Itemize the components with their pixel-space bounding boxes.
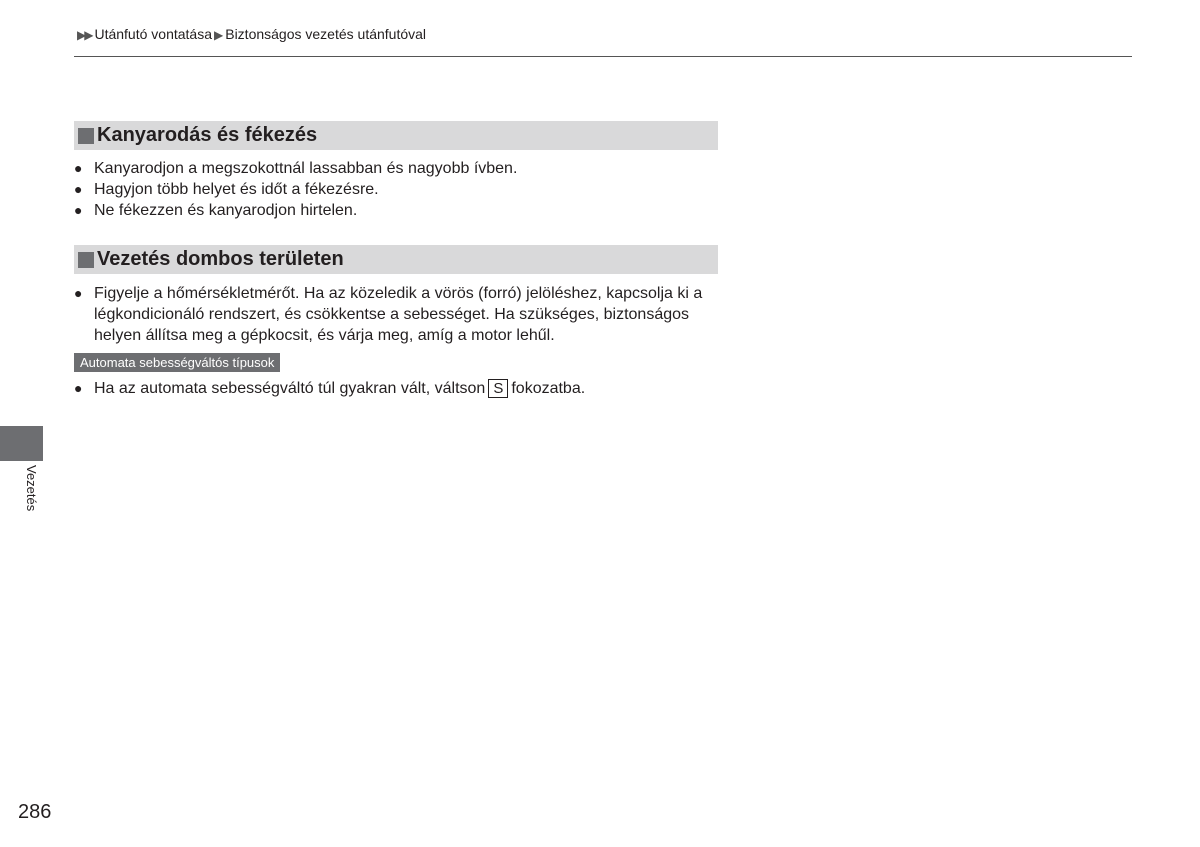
section-heading-turning-braking [74, 121, 718, 150]
bullet-icon: ● [74, 202, 83, 218]
list-item-text: Ha az automata sebességváltó túl gyakran vált, váltson [94, 380, 486, 397]
breadcrumb-item-2[interactable]: Biztonságos vezetés utánfutóval [225, 26, 427, 42]
list-item-text: Hagyjon több helyet és időt a fékezésre. [94, 181, 379, 198]
section-heading-hilly-terrain [74, 245, 718, 274]
square-marker-icon [78, 128, 94, 144]
breadcrumb [77, 26, 426, 42]
arrow-icon: ▶ [214, 28, 224, 42]
bullet-icon: ● [74, 380, 83, 396]
list-item [74, 158, 714, 179]
square-marker-icon [78, 252, 94, 268]
bullet-list-hilly-terrain [74, 283, 714, 346]
list-item-text-end: fokozatba. [511, 380, 586, 397]
chapter-side-tab[interactable] [0, 426, 43, 461]
list-item-text: Kanyarodjon a megszokottnál lassabban és nagyobb ívben. [94, 160, 518, 177]
breadcrumb-item-1[interactable]: Utánfutó vontatása [94, 26, 212, 42]
double-arrow-icon: ▶▶ [77, 28, 92, 42]
chapter-side-label: Vezetés [24, 465, 39, 512]
automatic-models-tag: Automata sebességváltós típusok [74, 353, 280, 372]
bullet-icon: ● [74, 181, 83, 197]
section-title: Vezetés dombos területen [97, 248, 344, 270]
list-item [74, 378, 714, 399]
page-number: 286 [18, 801, 52, 823]
bullet-icon: ● [74, 285, 83, 301]
list-item-text: Ne fékezzen és kanyarodjon hirtelen. [94, 202, 358, 219]
gear-s-key-icon: S [488, 379, 508, 398]
section-title: Kanyarodás és fékezés [97, 124, 318, 146]
bullet-list-automatic [74, 378, 714, 399]
list-item [74, 283, 714, 346]
list-item-text: Figyelje a hőmérsékletmérőt. Ha az közeledik a vörös (forró) jelöléshez, kapcsolja ki a légkondicionáló rendszert, és csökkentse a sebességet. Ha szükséges, biztonságos helyen állítsa meg a gépkocsit, és várja meg, amíg a motor lehűl. [94, 285, 703, 344]
bullet-icon: ● [74, 160, 83, 176]
list-item [74, 200, 714, 221]
header-divider [74, 56, 1132, 57]
list-item [74, 179, 714, 200]
bullet-list-turning-braking [74, 158, 714, 221]
